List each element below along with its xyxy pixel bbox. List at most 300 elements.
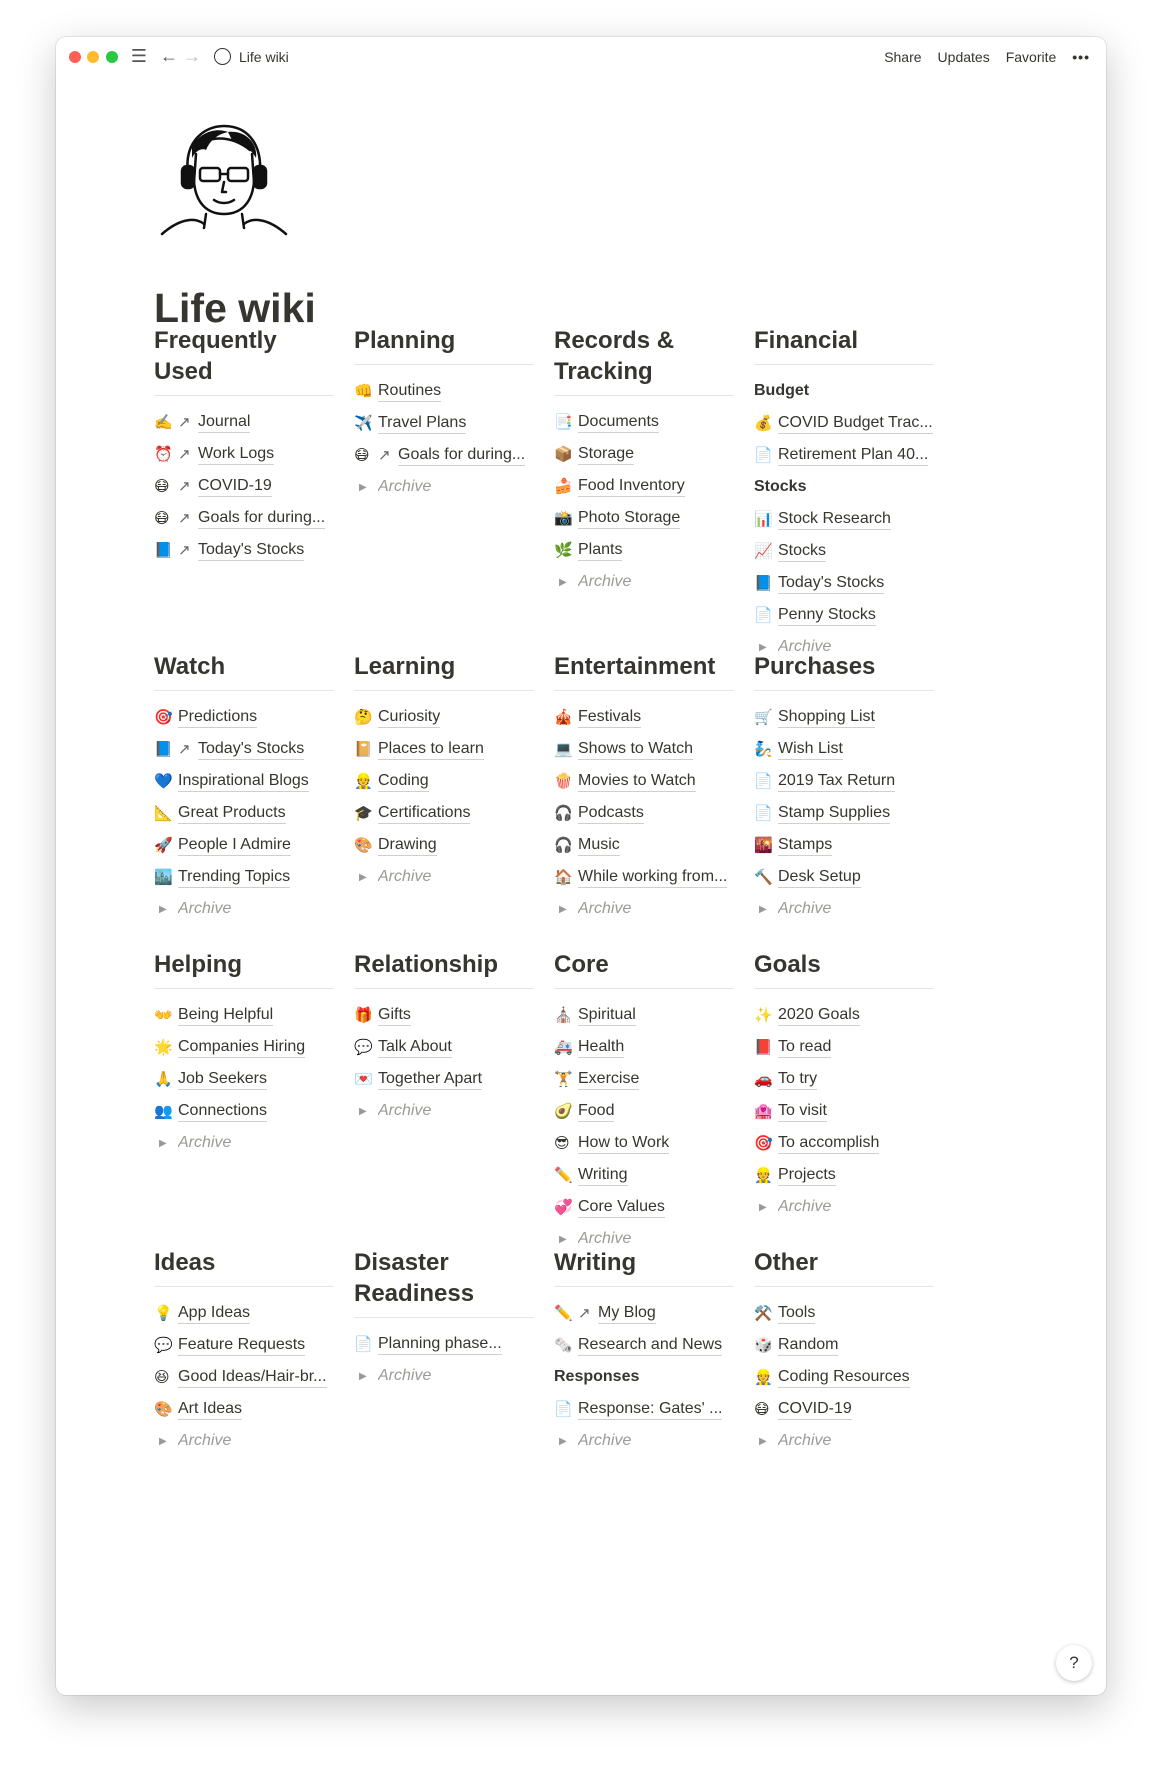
page-link[interactable] [754, 599, 934, 631]
item-label[interactable]: To visit [778, 1101, 827, 1122]
archive-toggle[interactable] [354, 471, 534, 503]
archive-toggle[interactable] [754, 1425, 934, 1457]
item-label[interactable]: Feature Requests [178, 1335, 305, 1356]
link-arrow-icon: ↗ [178, 741, 191, 758]
toggle-triangle-icon[interactable]: ▶ [559, 1233, 567, 1245]
page-link[interactable] [154, 534, 334, 566]
item-label[interactable]: My Blog [598, 1303, 656, 1324]
item-label[interactable]: Archive [578, 573, 632, 590]
item-label[interactable]: Together Apart [378, 1069, 482, 1090]
page-link[interactable] [554, 406, 734, 438]
section-heading: Purchases [754, 651, 934, 691]
page-emoji-icon: 💙 [154, 773, 173, 790]
item-label[interactable]: COVID-19 [778, 1399, 852, 1420]
item-label[interactable]: Photo Storage [578, 508, 680, 529]
section-ideas [154, 1247, 334, 1457]
archive-toggle[interactable] [354, 1095, 534, 1127]
page-emoji-icon: 😷 [754, 1401, 770, 1418]
page-link[interactable] [754, 1063, 934, 1095]
page-link[interactable] [754, 797, 934, 829]
item-label[interactable]: Art Ideas [178, 1399, 242, 1420]
page-emoji-icon: 📘 [154, 741, 173, 758]
section-heading: Entertainment [554, 651, 734, 691]
page-link[interactable] [754, 407, 934, 439]
item-label[interactable]: Stock Research [778, 509, 891, 530]
page-link[interactable] [354, 1328, 534, 1360]
toggle-triangle-icon[interactable]: ▶ [559, 1435, 567, 1447]
item-label[interactable]: Routines [378, 381, 441, 402]
subheading [754, 471, 934, 503]
archive-toggle[interactable] [154, 1425, 334, 1457]
page-link[interactable] [154, 1329, 334, 1361]
item-label[interactable]: Archive [778, 1432, 832, 1449]
page-link[interactable] [754, 701, 934, 733]
page-link[interactable] [754, 765, 934, 797]
item-label[interactable]: Archive [178, 1134, 232, 1151]
toggle-triangle-icon[interactable]: ▶ [359, 1370, 367, 1382]
share-button[interactable]: Share [884, 49, 922, 65]
page-link[interactable] [754, 567, 934, 599]
page-emoji-icon: 👷 [754, 1369, 773, 1386]
section-records-tracking [554, 325, 734, 598]
item-label[interactable]: Movies to Watch [578, 771, 696, 792]
zoom-window-button[interactable] [106, 51, 118, 63]
page-emoji-icon: 💌 [354, 1071, 373, 1088]
item-label[interactable]: Archive [378, 1367, 432, 1384]
page-emoji-icon: 🙏 [154, 1071, 173, 1088]
page-emoji-icon: 🗞️ [554, 1337, 573, 1354]
toggle-triangle-icon[interactable]: ▶ [359, 481, 367, 493]
item-label[interactable]: Curiosity [378, 707, 440, 728]
page-link[interactable] [154, 502, 334, 534]
page-link[interactable] [154, 438, 334, 470]
page-link[interactable] [154, 701, 334, 733]
page-link[interactable] [754, 1393, 934, 1425]
app-window [56, 37, 1106, 1695]
link-arrow-icon: ↗ [378, 447, 391, 464]
page-link[interactable] [154, 1063, 334, 1095]
page-emoji-icon: 🧞 [754, 741, 773, 758]
item-label[interactable]: How to Work [578, 1133, 669, 1154]
section-watch [154, 651, 334, 925]
item-label[interactable]: Being Helpful [178, 1005, 273, 1026]
page-emoji-icon: 😆 [154, 1369, 170, 1386]
section-helping [154, 949, 334, 1159]
page-link[interactable] [154, 733, 334, 765]
toggle-triangle-icon[interactable]: ▶ [159, 1137, 167, 1149]
page-link[interactable] [554, 1329, 734, 1361]
page-link[interactable] [154, 406, 334, 438]
item-label[interactable]: Shopping List [778, 707, 875, 728]
item-label[interactable]: Archive [378, 868, 432, 885]
link-arrow-icon: ↗ [178, 542, 191, 559]
breadcrumb[interactable]: Life wiki [239, 49, 289, 65]
page-link[interactable] [554, 1393, 734, 1425]
breadcrumb-page-icon [214, 48, 231, 65]
page-link[interactable] [354, 1031, 534, 1063]
page-link[interactable] [754, 1095, 934, 1127]
item-label[interactable]: Today's Stocks [778, 573, 884, 594]
page-emoji-icon: 💞 [554, 1199, 573, 1216]
page-emoji-icon: 🎯 [754, 1135, 773, 1152]
page-emoji-icon: 🎨 [354, 837, 373, 854]
item-label[interactable]: Tools [778, 1303, 815, 1324]
item-label[interactable]: People I Admire [178, 835, 291, 856]
item-label[interactable]: Good Ideas/Hair-br... [178, 1367, 327, 1388]
toggle-triangle-icon[interactable]: ▶ [759, 903, 767, 915]
archive-toggle[interactable] [354, 861, 534, 893]
page-link[interactable] [554, 1031, 734, 1063]
subheading [754, 375, 934, 407]
item-label[interactable]: Gifts [378, 1005, 411, 1026]
item-label[interactable]: Response: Gates' ... [578, 1399, 722, 1420]
forward-arrow-icon[interactable]: → [183, 46, 201, 66]
page-link[interactable] [554, 534, 734, 566]
item-label[interactable]: App Ideas [178, 1303, 250, 1324]
page-link[interactable] [754, 1127, 934, 1159]
item-label: Budget [754, 382, 810, 399]
page-link[interactable] [154, 1393, 334, 1425]
item-label[interactable]: Travel Plans [378, 413, 466, 434]
page-avatar-icon[interactable] [158, 118, 290, 236]
section-disaster-readiness [354, 1247, 534, 1392]
item-label[interactable]: Great Products [178, 803, 286, 824]
section-purchases [754, 651, 934, 925]
item-label[interactable]: Writing [578, 1165, 628, 1186]
updates-button[interactable]: Updates [937, 49, 990, 65]
close-window-button[interactable] [69, 51, 81, 63]
archive-toggle[interactable] [754, 1191, 934, 1223]
topbar-actions [884, 49, 1090, 65]
page-emoji-icon: 💬 [154, 1337, 173, 1354]
page-link[interactable] [754, 861, 934, 893]
item-label[interactable]: Goals for during... [198, 508, 325, 529]
item-label[interactable]: Archive [778, 638, 832, 655]
archive-toggle[interactable] [554, 566, 734, 598]
section-heading: Core [554, 949, 734, 989]
page-emoji-icon: 📦 [554, 446, 573, 463]
item-label[interactable]: Archive [578, 1432, 632, 1449]
item-label[interactable]: Trending Topics [178, 867, 290, 888]
page-emoji-icon: 🏩 [754, 1103, 773, 1120]
page-emoji-icon: 📸 [554, 510, 573, 527]
section-entertainment [554, 651, 734, 925]
page-emoji-icon: ✍️ [154, 414, 173, 431]
page-link[interactable] [554, 829, 734, 861]
page-emoji-icon: 📄 [754, 773, 773, 790]
page-link[interactable] [754, 1329, 934, 1361]
page-emoji-icon: 😷 [154, 510, 170, 527]
favorite-button[interactable]: Favorite [1005, 49, 1057, 65]
archive-toggle[interactable] [554, 1425, 734, 1457]
page-title: Life wiki [154, 285, 316, 331]
page-link[interactable] [754, 1361, 934, 1393]
page-emoji-icon: 💻 [554, 741, 573, 758]
page-link[interactable] [354, 439, 534, 471]
section-relationship [354, 949, 534, 1127]
item-label[interactable]: Talk About [378, 1037, 452, 1058]
page-link[interactable] [554, 1095, 734, 1127]
item-label[interactable]: Archive [178, 1432, 232, 1449]
page-link[interactable] [554, 438, 734, 470]
archive-toggle[interactable] [354, 1360, 534, 1392]
item-label[interactable]: Coding Resources [778, 1367, 910, 1388]
menu-icon[interactable]: ☰ [130, 46, 148, 66]
page-link[interactable] [154, 1297, 334, 1329]
page-link[interactable] [554, 470, 734, 502]
page-link[interactable] [754, 733, 934, 765]
section-heading: Disaster Readiness [354, 1247, 534, 1318]
page-emoji-icon: 🏋️ [554, 1071, 573, 1088]
item-label[interactable]: Job Seekers [178, 1069, 267, 1090]
archive-toggle[interactable] [154, 1127, 334, 1159]
page-emoji-icon: 🏠 [554, 869, 573, 886]
page-link[interactable] [354, 1063, 534, 1095]
toggle-triangle-icon[interactable]: ▶ [559, 903, 567, 915]
page-emoji-icon: 🎁 [354, 1007, 373, 1024]
page-link[interactable] [154, 999, 334, 1031]
section-heading: Learning [354, 651, 534, 691]
item-label[interactable]: Stamps [778, 835, 832, 856]
page-emoji-icon: 👷 [354, 773, 373, 790]
item-label[interactable]: Stamp Supplies [778, 803, 890, 824]
minimize-window-button[interactable] [87, 51, 99, 63]
item-label[interactable]: Plants [578, 540, 622, 561]
page-link[interactable] [354, 407, 534, 439]
page-link[interactable] [154, 861, 334, 893]
link-arrow-icon: ↗ [178, 478, 191, 495]
item-label[interactable]: Places to learn [378, 739, 484, 760]
item-label[interactable]: Food Inventory [578, 476, 685, 497]
page-emoji-icon: 📑 [554, 414, 573, 431]
item-label[interactable]: Drawing [378, 835, 437, 856]
page-link[interactable] [554, 1191, 734, 1223]
page-emoji-icon: 💡 [154, 1305, 173, 1322]
section-heading: Financial [754, 325, 934, 365]
page-emoji-icon: 🎧 [554, 805, 573, 822]
link-arrow-icon: ↗ [178, 510, 191, 527]
page-link[interactable] [554, 1063, 734, 1095]
page-link[interactable] [754, 999, 934, 1031]
section-goals [754, 949, 934, 1223]
item-label[interactable]: Exercise [578, 1069, 639, 1090]
item-label[interactable]: Planning phase... [378, 1334, 502, 1355]
page-link[interactable] [354, 829, 534, 861]
page-emoji-icon: 📐 [154, 805, 173, 822]
toggle-triangle-icon[interactable]: ▶ [559, 576, 567, 588]
item-label[interactable]: COVID-19 [198, 476, 272, 497]
item-label[interactable]: Connections [178, 1101, 267, 1122]
section-heading: Records & Tracking [554, 325, 734, 396]
item-label: Stocks [754, 478, 807, 495]
page-emoji-icon: 🌇 [754, 837, 773, 854]
item-label[interactable]: Coding [378, 771, 429, 792]
page-link[interactable] [754, 1297, 934, 1329]
page-link[interactable] [754, 1159, 934, 1191]
page-emoji-icon: 🎨 [154, 1401, 173, 1418]
page-link[interactable] [354, 999, 534, 1031]
page-link[interactable] [754, 503, 934, 535]
item-label[interactable]: Health [578, 1037, 624, 1058]
page-link[interactable] [554, 701, 734, 733]
page-emoji-icon: 🎲 [754, 1337, 773, 1354]
page-link[interactable] [154, 765, 334, 797]
page-emoji-icon: 🍰 [554, 478, 573, 495]
page-emoji-icon: 💰 [754, 415, 773, 432]
section-writing [554, 1247, 734, 1457]
item-label[interactable]: Journal [198, 412, 250, 433]
page-link[interactable] [754, 535, 934, 567]
item-label[interactable]: Projects [778, 1165, 836, 1186]
page-link[interactable] [554, 733, 734, 765]
item-label[interactable]: Today's Stocks [198, 739, 304, 760]
page-emoji-icon: ✏️ [554, 1167, 573, 1184]
item-label[interactable]: Research and News [578, 1335, 722, 1356]
page-emoji-icon: ✨ [754, 1007, 773, 1024]
page-link[interactable] [354, 797, 534, 829]
item-label[interactable]: Archive [378, 478, 432, 495]
page-emoji-icon: 🏙️ [154, 869, 173, 886]
archive-toggle[interactable] [554, 893, 734, 925]
page-emoji-icon: 🤔 [354, 709, 373, 726]
archive-toggle[interactable] [154, 893, 334, 925]
item-label[interactable]: Spiritual [578, 1005, 636, 1026]
page-link[interactable] [554, 797, 734, 829]
item-label[interactable]: Shows to Watch [578, 739, 693, 760]
section-core [554, 949, 734, 1255]
page-link[interactable] [154, 797, 334, 829]
page-emoji-icon: 📘 [154, 542, 173, 559]
page-emoji-icon: 🚀 [154, 837, 173, 854]
item-label[interactable]: COVID Budget Trac... [778, 413, 933, 434]
item-label[interactable]: Podcasts [578, 803, 644, 824]
item-label: Responses [554, 1368, 640, 1385]
item-label[interactable]: Core Values [578, 1197, 665, 1218]
item-label[interactable]: Archive [778, 1198, 832, 1215]
item-label[interactable]: To read [778, 1037, 831, 1058]
item-label[interactable]: Today's Stocks [198, 540, 304, 561]
page-emoji-icon: 📄 [554, 1401, 573, 1418]
page-link[interactable] [554, 765, 734, 797]
page-emoji-icon: 🎪 [554, 709, 573, 726]
item-label[interactable]: Archive [578, 1230, 632, 1247]
item-label[interactable]: To accomplish [778, 1133, 879, 1154]
help-button[interactable]: ? [1056, 1645, 1092, 1681]
section-heading: Goals [754, 949, 934, 989]
page-link[interactable] [154, 1361, 334, 1393]
section-heading: Writing [554, 1247, 734, 1287]
toggle-triangle-icon[interactable]: ▶ [759, 1435, 767, 1447]
item-label[interactable]: Inspirational Blogs [178, 771, 309, 792]
item-label[interactable]: To try [778, 1069, 817, 1090]
item-label[interactable]: While working from... [578, 867, 727, 888]
item-label[interactable]: Desk Setup [778, 867, 861, 888]
subheading [554, 1361, 734, 1393]
item-label[interactable]: Food [578, 1101, 614, 1122]
toggle-triangle-icon[interactable]: ▶ [359, 871, 367, 883]
item-label[interactable]: Predictions [178, 707, 257, 728]
page-emoji-icon: 📄 [754, 447, 773, 464]
toggle-triangle-icon[interactable]: ▶ [159, 1435, 167, 1447]
page-emoji-icon: 📘 [754, 575, 773, 592]
item-label[interactable]: Wish List [778, 739, 843, 760]
page-emoji-icon: 😎 [554, 1135, 570, 1152]
back-arrow-icon[interactable]: ← [160, 46, 178, 66]
page-emoji-icon: 🎓 [354, 805, 373, 822]
item-label[interactable]: Goals for during... [398, 445, 525, 466]
page-emoji-icon: 🔨 [754, 869, 773, 886]
item-label[interactable]: 2019 Tax Return [778, 771, 895, 792]
toggle-triangle-icon[interactable]: ▶ [359, 1105, 367, 1117]
item-label[interactable]: Music [578, 835, 620, 856]
page-link[interactable] [554, 999, 734, 1031]
item-label[interactable]: Work Logs [198, 444, 274, 465]
item-label[interactable]: Retirement Plan 40... [778, 445, 928, 466]
archive-toggle[interactable] [754, 893, 934, 925]
page-link[interactable] [554, 861, 734, 893]
page-link[interactable] [554, 1159, 734, 1191]
page-link[interactable] [154, 470, 334, 502]
item-label[interactable]: Storage [578, 444, 634, 465]
top-bar [56, 37, 1106, 77]
page-link[interactable] [154, 1031, 334, 1063]
item-label[interactable]: Festivals [578, 707, 641, 728]
page-link[interactable] [754, 439, 934, 471]
page-link[interactable] [754, 1031, 934, 1063]
item-label[interactable]: Certifications [378, 803, 470, 824]
item-label[interactable]: Documents [578, 412, 659, 433]
section-learning [354, 651, 534, 893]
page-link[interactable] [154, 829, 334, 861]
item-label[interactable]: Archive [178, 900, 232, 917]
page-link[interactable] [354, 733, 534, 765]
page-emoji-icon: 👷 [754, 1167, 773, 1184]
toggle-triangle-icon[interactable]: ▶ [759, 641, 767, 653]
section-other [754, 1247, 934, 1457]
link-arrow-icon: ↗ [178, 414, 191, 431]
item-label[interactable]: Archive [378, 1102, 432, 1119]
more-options-icon[interactable]: ••• [1072, 49, 1090, 65]
item-label[interactable]: Archive [778, 900, 832, 917]
item-label[interactable]: Penny Stocks [778, 605, 876, 626]
page-emoji-icon: 📄 [754, 805, 773, 822]
page-emoji-icon: 🎯 [154, 709, 173, 726]
section-planning [354, 325, 534, 503]
item-label[interactable]: Stocks [778, 541, 826, 562]
page-link[interactable] [754, 829, 934, 861]
page-link[interactable] [554, 502, 734, 534]
item-label[interactable]: Random [778, 1335, 838, 1356]
page-emoji-icon: 🌟 [154, 1039, 173, 1056]
section-heading: Relationship [354, 949, 534, 989]
page-link[interactable] [154, 1095, 334, 1127]
toggle-triangle-icon[interactable]: ▶ [759, 1201, 767, 1213]
page-link[interactable] [554, 1297, 734, 1329]
toggle-triangle-icon[interactable]: ▶ [159, 903, 167, 915]
page-link[interactable] [354, 375, 534, 407]
page-link[interactable] [554, 1127, 734, 1159]
page-emoji-icon: 👊 [354, 383, 373, 400]
item-label[interactable]: 2020 Goals [778, 1005, 860, 1026]
page-emoji-icon: 📕 [754, 1039, 773, 1056]
page-emoji-icon: ✏️ [554, 1305, 573, 1322]
page-emoji-icon: 🚑 [554, 1039, 573, 1056]
page-emoji-icon: 💬 [354, 1039, 373, 1056]
page-link[interactable] [354, 701, 534, 733]
page-link[interactable] [354, 765, 534, 797]
item-label[interactable]: Archive [578, 900, 632, 917]
item-label[interactable]: Companies Hiring [178, 1037, 305, 1058]
